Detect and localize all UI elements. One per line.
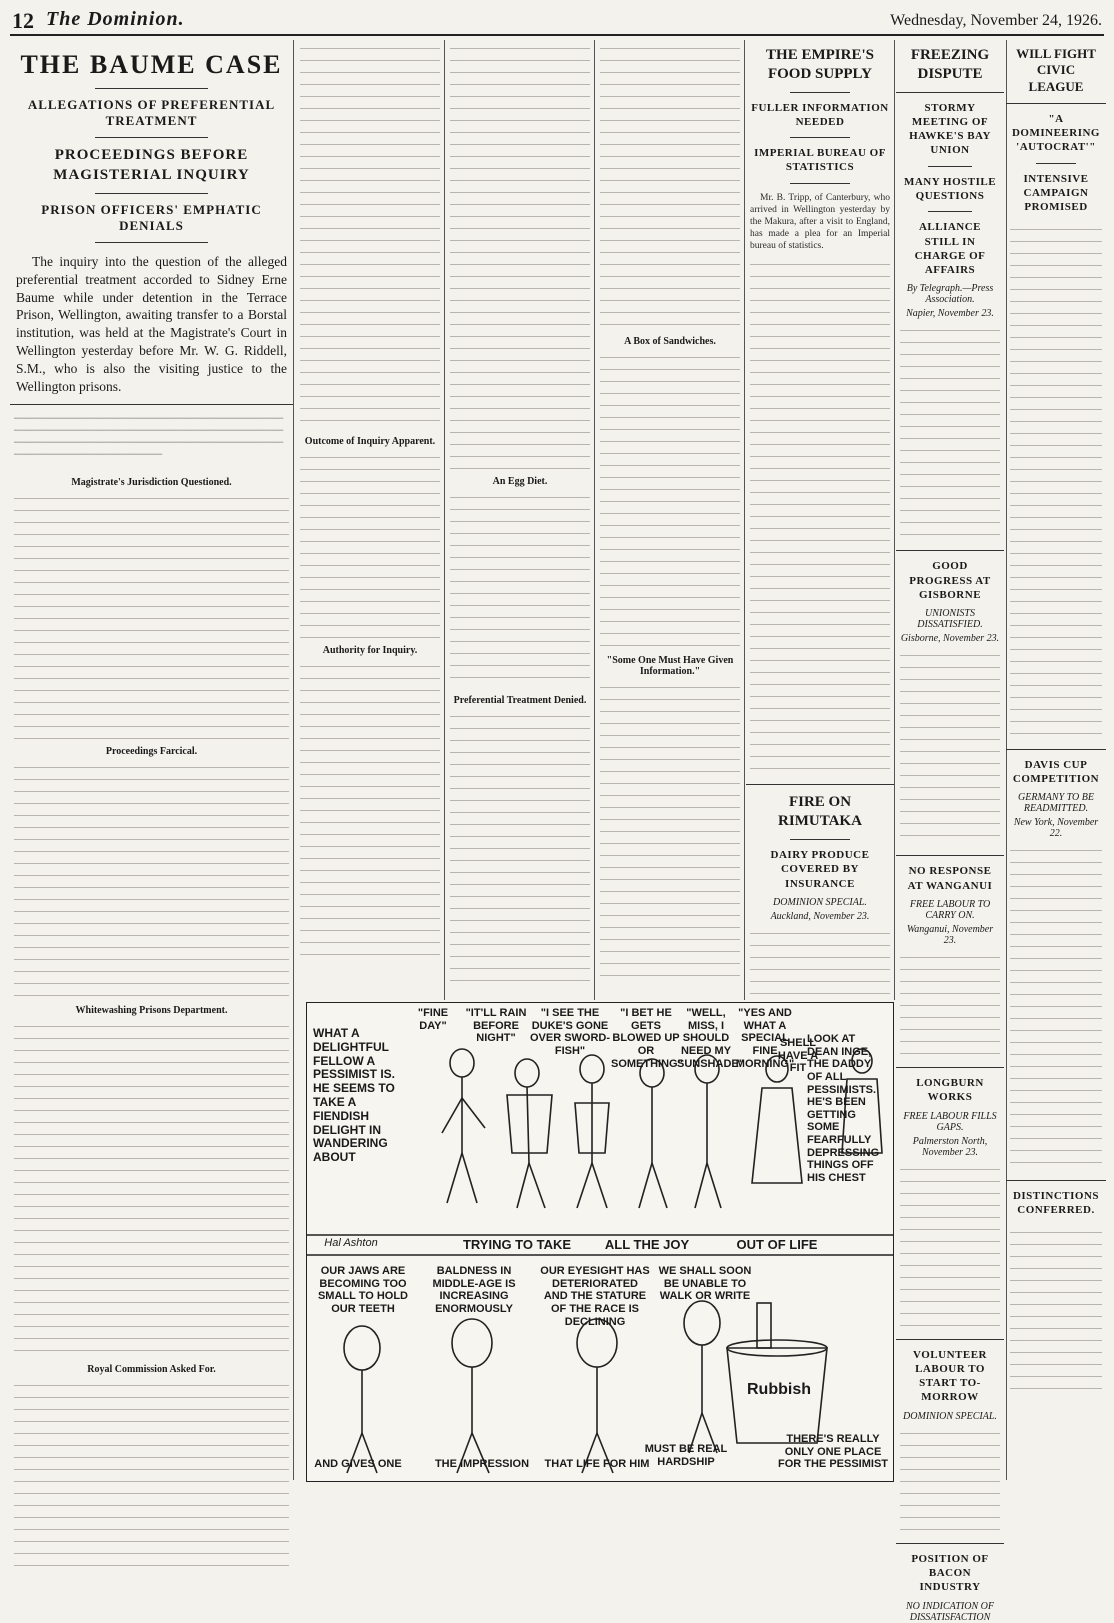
deck-autocrat: "A DOMINEERING 'AUTOCRAT'" (1011, 112, 1100, 154)
baume-column-4 (596, 40, 745, 1000)
divider (790, 839, 849, 840)
divider (928, 166, 971, 167)
headline-freezing: FREEZING DISPUTE (910, 47, 990, 82)
deck-food: FULLER INFORMATION NEEDED (751, 101, 889, 128)
headline-fire: FIRE ON RIMUTAKA (778, 794, 862, 830)
body-text-block (900, 1161, 1000, 1331)
divider (746, 784, 894, 785)
body-text-block (900, 322, 1000, 542)
divider (95, 193, 208, 194)
divider (95, 137, 208, 138)
body-text-block (450, 40, 590, 470)
deck-wanganui: FREE LABOUR TO CARRY ON. (909, 898, 991, 921)
cartoon-caption: THE IMPRESSION (434, 1458, 530, 1470)
headline-volunteer: VOLUNTEER LABOUR TO START TO-MORROW (913, 1348, 987, 1404)
cartoon-caption: AND GIVES ONE (314, 1458, 402, 1470)
cartoon-title-part: TRYING TO TAKE (462, 1237, 572, 1252)
body-text-block (1010, 842, 1102, 1172)
headline-davis: DAVIS CUP COMPETITION (1012, 758, 1100, 785)
baume-column-1 (10, 40, 294, 1480)
body-text-block (300, 40, 440, 430)
dateline: Wanganui, November 23. (906, 923, 994, 946)
cartoon-caption: MUST BE REAL HARDSHIP (644, 1443, 728, 1468)
body-text-block (14, 1018, 289, 1358)
byline: By Telegraph.—Press Association. (906, 283, 994, 306)
body-text-block (14, 490, 289, 740)
divider (790, 92, 849, 93)
baume-column-2 (296, 40, 445, 1000)
deck-bureau: IMPERIAL BUREAU OF STATISTICS (754, 147, 886, 174)
deck-davis: GERMANY TO BE READMITTED. (1018, 792, 1094, 815)
deck-proceedings: PROCEEDINGS BEFORE MAGISTERIAL INQUIRY (53, 147, 250, 183)
divider (928, 211, 971, 212)
divider (896, 1339, 1004, 1340)
body-text-block: ────────────────────────────────────────────────────────────────────────────────────────────────────────────────────────────────────────────── (14, 413, 284, 460)
dateline: Auckland, November 23. (770, 910, 870, 922)
body-text-block (14, 759, 289, 999)
divider (1006, 103, 1106, 104)
cartoon-caption: "YES AND WHAT A SPECIAL FINE MORNING" (735, 1007, 795, 1070)
cartoon-caption: BALDNESS IN MIDDLE-AGE IS INCREASING ENORMOUSLY (432, 1265, 516, 1315)
baume-column-3 (446, 40, 595, 1000)
divider (10, 404, 293, 405)
deck-stormy: STORMY MEETING OF HAWKE'S BAY UNION (909, 101, 991, 157)
deck-bacon: NO INDICATION OF DISSATISFACTION (906, 1600, 994, 1623)
page-number: 12 (12, 8, 34, 33)
dateline: Napier, November 23. (906, 308, 994, 320)
cartoon-caption: OUR EYESIGHT HAS DETERIORATED AND THE STATURE OF THE RACE IS DECLINING (540, 1265, 650, 1328)
divider (896, 92, 1004, 93)
body-text-block (600, 349, 740, 649)
cartoon-caption: "WELL, MISS, I SHOULD NEED MY SUNSHADE" (677, 1007, 744, 1070)
subhead: Preferential Treatment Denied. (453, 695, 587, 706)
byline: DOMINION SPECIAL. (773, 896, 867, 908)
article-intro: The inquiry into the question of the alleged preferential treatment accorded to Sidney Erne Baume while under detention in the Terrace Prison, Wellington, awaiting transfer to a Borstal institution, was held at the Magistrate's Court in Wellington yesterday before Mr. W. G. Riddell, S.M., who is also the visiting justice to the Wellington prisons. (16, 254, 287, 394)
rubbish-bin-label: Rubbish (747, 1381, 811, 1398)
body-text-block (900, 949, 1000, 1059)
cartoon-caption: "IT'LL RAIN BEFORE NIGHT" (465, 1007, 527, 1045)
cartoon-title-part: OUT OF LIFE (736, 1237, 818, 1252)
byline: DOMINION SPECIAL. (903, 1410, 997, 1422)
deck-fire: DAIRY PRODUCE COVERED BY INSURANCE (770, 848, 870, 890)
masthead (10, 6, 1104, 36)
divider (95, 88, 208, 89)
subhead: "Some One Must Have Given Information." (606, 655, 734, 677)
body-text-block (600, 40, 740, 330)
cartoon-caption: THERE'S REALLY ONLY ONE PLACE FOR THE PESSIMIST (777, 1433, 888, 1471)
cartoon-title-part: ALL THE JOY (604, 1237, 690, 1252)
headline-gisborne: GOOD PROGRESS AT GISBORNE (909, 560, 991, 602)
divider (790, 183, 849, 184)
cartoon-caption: LOOK AT DEAN INGE, THE DADDY OF ALL PESSIMISTS. HE'S BEEN GETTING SOME FEARFULLY DEPRESSING THINGS OFF HIS CHEST (807, 1033, 880, 1185)
cartoon-caption-intro: WHAT A DELIGHTFUL FELLOW A PESSIMIST IS. HE SEEMS TO TAKE A FIENDISH DELIGHT IN WANDERING ABOUT (313, 1026, 396, 1165)
body-text-block (300, 658, 440, 958)
headline-distinctions: DISTINCTIONS CONFERRED. (1012, 1190, 1100, 1217)
subhead: Royal Commission Asked For. (87, 1363, 216, 1375)
divider (896, 1067, 1004, 1068)
deck-gisborne: UNIONISTS DISSATISFIED. (917, 608, 983, 631)
divider (95, 242, 208, 243)
body-text-block (450, 708, 590, 988)
deck-alliance: ALLIANCE STILL IN CHARGE OF AFFAIRS (914, 221, 986, 277)
body-text-block (900, 1425, 1000, 1535)
cartoon-caption: THAT LIFE FOR HIM (544, 1458, 650, 1470)
body-text-block (14, 1377, 289, 1577)
body-text-block (1010, 1224, 1102, 1394)
deck-longburn: FREE LABOUR FILLS GAPS. (903, 1110, 997, 1133)
body-text-block (600, 679, 740, 979)
subhead: Magistrate's Jurisdiction Questioned. (71, 476, 232, 488)
cartoon-caption: WE SHALL SOON BE UNABLE TO WALK OR WRITE (658, 1265, 752, 1303)
dateline: Gisborne, November 23. (900, 633, 1000, 645)
deck-hostile: MANY HOSTILE QUESTIONS (903, 175, 997, 202)
headline-baume: THE BAUME CASE (20, 50, 283, 79)
body-text-block (300, 449, 440, 639)
divider (896, 550, 1004, 551)
divider (896, 1543, 1004, 1544)
subhead: Whitewashing Prisons Department. (75, 1004, 228, 1016)
headline-civic: WILL FIGHT CIVIC LEAGUE (1016, 46, 1096, 94)
headline-longburn: LONGBURN WORKS (916, 1076, 984, 1104)
headline-wanganui: NO RESPONSE AT WANGANUI (907, 865, 993, 892)
headline-food: THE EMPIRE'S FOOD SUPPLY (766, 47, 874, 82)
cartoon-caption: SHELL HAVE A FIT (777, 1037, 819, 1075)
body-text-block (1010, 221, 1102, 741)
cartoon-caption: "I SEE THE DUKE'S GONE OVER SWORD-FISH" (529, 1007, 611, 1057)
subhead: Proceedings Farcical. (105, 745, 198, 757)
divider (790, 137, 849, 138)
deck-denials: PRISON OFFICERS' EMPHATIC DENIALS (41, 202, 262, 233)
divider (1006, 1180, 1106, 1181)
food-column (746, 40, 895, 1000)
divider (1006, 749, 1106, 750)
pessimist-cartoon (306, 1002, 894, 1482)
divider (1036, 163, 1076, 164)
paper-name: The Dominion. (46, 8, 185, 30)
dateline: New York, November 22. (1013, 817, 1099, 840)
body-text-block (900, 647, 1000, 847)
body-text-block (750, 256, 890, 776)
civic-column (1006, 40, 1106, 1480)
deck-preferential: ALLEGATIONS OF PREFERENTIAL TREATMENT (27, 97, 276, 128)
cartoon-caption: "I BET HE GETS BLOWED UP OR SOMETHING" (611, 1007, 683, 1070)
divider (896, 855, 1004, 856)
subhead: An Egg Diet. (492, 476, 548, 487)
subhead: Outcome of Inquiry Apparent. (304, 436, 436, 447)
cartoon-signature: Hal Ashton (324, 1237, 378, 1249)
cartoon-caption: "FINE DAY" (417, 1007, 449, 1032)
cartoon-caption: OUR JAWS ARE BECOMING TOO SMALL TO HOLD OUR TEETH (317, 1265, 409, 1315)
freezing-column (896, 40, 1007, 1623)
subhead: A Box of Sandwiches. (624, 336, 716, 347)
body-text-block (450, 489, 590, 689)
deck-campaign: INTENSIVE CAMPAIGN PROMISED (1023, 172, 1089, 214)
headline-bacon: POSITION OF BACON INDUSTRY (911, 1552, 989, 1594)
issue-date: Wednesday, November 24, 1926. (890, 12, 1102, 29)
subhead: Authority for Inquiry. (322, 645, 418, 656)
dateline: Palmerston North, November 23. (912, 1135, 988, 1158)
food-lead: Mr. B. Tripp, of Canterbury, who arrived in Wellington yesterday by the Makura, after a visit to England, has made a plea for an Imperial bureau of statistics. (750, 192, 890, 252)
